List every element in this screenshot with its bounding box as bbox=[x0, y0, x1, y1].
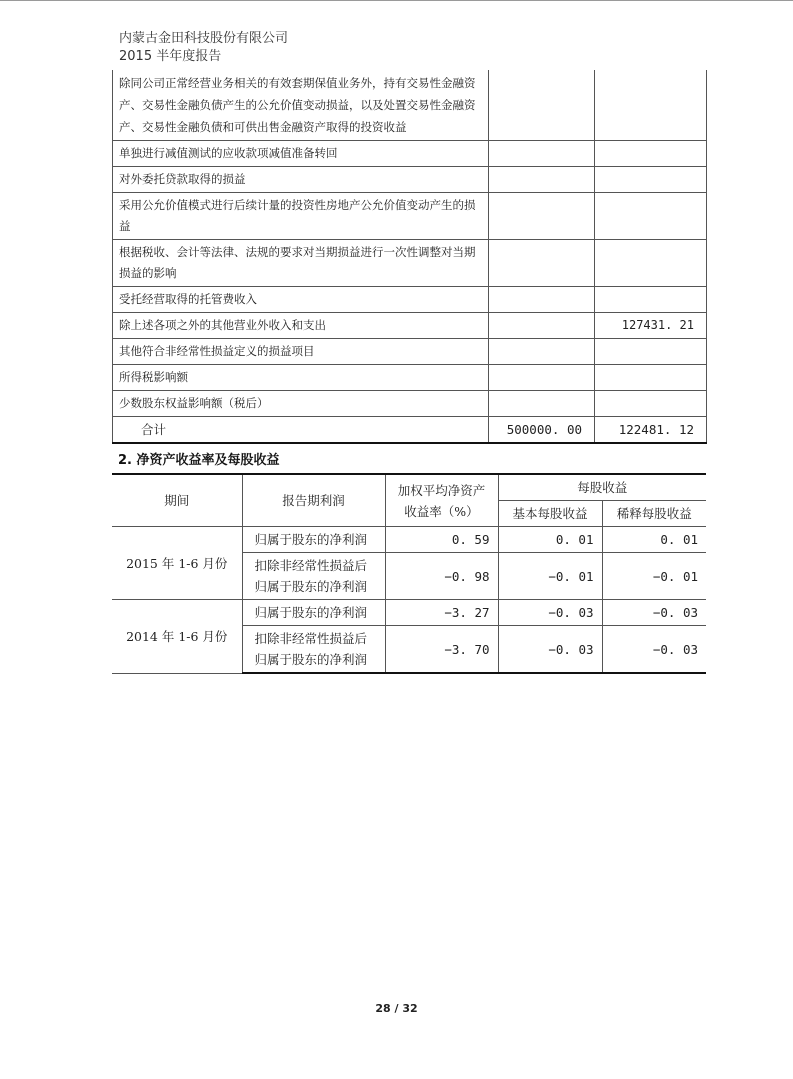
table-row bbox=[113, 313, 707, 339]
report-title: 2015 半年度报告 bbox=[119, 49, 222, 64]
table-row bbox=[112, 527, 706, 553]
value-cell bbox=[489, 365, 595, 391]
basic-eps-value: −0. 03 bbox=[498, 600, 602, 626]
item-cell: 所得税影响额 bbox=[113, 365, 489, 391]
page-header bbox=[119, 30, 288, 66]
item-cell: 除上述各项之外的其他营业外收入和支出 bbox=[113, 313, 489, 339]
total-row bbox=[113, 417, 707, 444]
item-cell: 单独进行减值测试的应收款项减值准备转回 bbox=[113, 141, 489, 167]
table-row bbox=[113, 167, 707, 193]
basic-eps-value: −0. 01 bbox=[498, 553, 602, 600]
roe-value: 0. 59 bbox=[385, 527, 498, 553]
value-cell bbox=[595, 240, 707, 287]
table-row bbox=[113, 141, 707, 167]
roe-value: −3. 27 bbox=[385, 600, 498, 626]
value-cell bbox=[595, 141, 707, 167]
company-name: 内蒙古金田科技股份有限公司 bbox=[119, 31, 289, 46]
value-cell bbox=[489, 391, 595, 417]
value-cell bbox=[489, 313, 595, 339]
diluted-eps-value: −0. 01 bbox=[602, 553, 706, 600]
page-top-border bbox=[0, 0, 793, 1]
value-cell bbox=[489, 167, 595, 193]
item-cell: 其他符合非经常性损益定义的损益项目 bbox=[113, 339, 489, 365]
basic-eps-value: −0. 03 bbox=[498, 626, 602, 674]
value-cell bbox=[595, 193, 707, 240]
header-profit: 报告期利润 bbox=[242, 474, 385, 527]
table-row bbox=[113, 193, 707, 240]
item-cell: 对外委托贷款取得的损益 bbox=[113, 167, 489, 193]
total-label: 合计 bbox=[113, 417, 489, 444]
header-basic-eps: 基本每股收益 bbox=[498, 501, 602, 527]
basic-eps-value: 0. 01 bbox=[498, 527, 602, 553]
value-cell bbox=[489, 287, 595, 313]
item-cell: 除同公司正常经营业务相关的有效套期保值业务外，持有交易性金融资产、交易性金融负债产生的公允价值变动损益，以及处置交易性金融资产、交易性金融负债和可供出售金融资产取得的投资收益 bbox=[113, 70, 489, 141]
page-number: 28 / 32 bbox=[375, 1002, 418, 1015]
header-diluted-eps: 稀释每股收益 bbox=[602, 501, 706, 527]
item-cell: 少数股东权益影响额（税后） bbox=[113, 391, 489, 417]
diluted-eps-value: 0. 01 bbox=[602, 527, 706, 553]
value-cell bbox=[489, 193, 595, 240]
diluted-eps-value: −0. 03 bbox=[602, 600, 706, 626]
value-cell bbox=[489, 339, 595, 365]
table-row bbox=[113, 391, 707, 417]
header-eps: 每股收益 bbox=[498, 474, 706, 501]
item-cell: 根据税收、会计等法律、法规的要求对当期损益进行一次性调整对当期损益的影响 bbox=[113, 240, 489, 287]
total-value: 122481. 12 bbox=[595, 417, 707, 444]
roe-value: −0. 98 bbox=[385, 553, 498, 600]
value-cell bbox=[595, 70, 707, 141]
table-row bbox=[113, 70, 707, 141]
table-row bbox=[113, 287, 707, 313]
nonrecurring-items-table bbox=[112, 70, 707, 444]
value-cell bbox=[489, 141, 595, 167]
roe-value: −3. 70 bbox=[385, 626, 498, 674]
table-row bbox=[112, 600, 706, 626]
value-cell bbox=[489, 240, 595, 287]
table-row bbox=[113, 339, 707, 365]
section-heading: 2. 净资产收益率及每股收益 bbox=[118, 453, 280, 468]
value-cell: 127431. 21 bbox=[595, 313, 707, 339]
period-cell: 2015 年 1-6 月份 bbox=[112, 527, 242, 600]
value-cell bbox=[489, 70, 595, 141]
period-cell: 2014 年 1-6 月份 bbox=[112, 600, 242, 674]
header-period: 期间 bbox=[112, 474, 242, 527]
value-cell bbox=[595, 167, 707, 193]
item-cell: 受托经营取得的托管费收入 bbox=[113, 287, 489, 313]
table-row bbox=[113, 365, 707, 391]
diluted-eps-value: −0. 03 bbox=[602, 626, 706, 674]
value-cell bbox=[595, 287, 707, 313]
value-cell bbox=[595, 365, 707, 391]
profit-label: 扣除非经常性损益后归属于股东的净利润 bbox=[242, 626, 385, 674]
profit-label: 扣除非经常性损益后归属于股东的净利润 bbox=[242, 553, 385, 600]
roe-eps-table bbox=[112, 473, 706, 674]
total-value: 500000. 00 bbox=[489, 417, 595, 444]
table-row bbox=[113, 240, 707, 287]
table-header-row bbox=[112, 474, 706, 501]
value-cell bbox=[595, 339, 707, 365]
profit-label: 归属于股东的净利润 bbox=[242, 527, 385, 553]
item-cell: 采用公允价值模式进行后续计量的投资性房地产公允价值变动产生的损益 bbox=[113, 193, 489, 240]
value-cell bbox=[595, 391, 707, 417]
header-roe: 加权平均净资产收益率（%） bbox=[385, 474, 498, 527]
profit-label: 归属于股东的净利润 bbox=[242, 600, 385, 626]
